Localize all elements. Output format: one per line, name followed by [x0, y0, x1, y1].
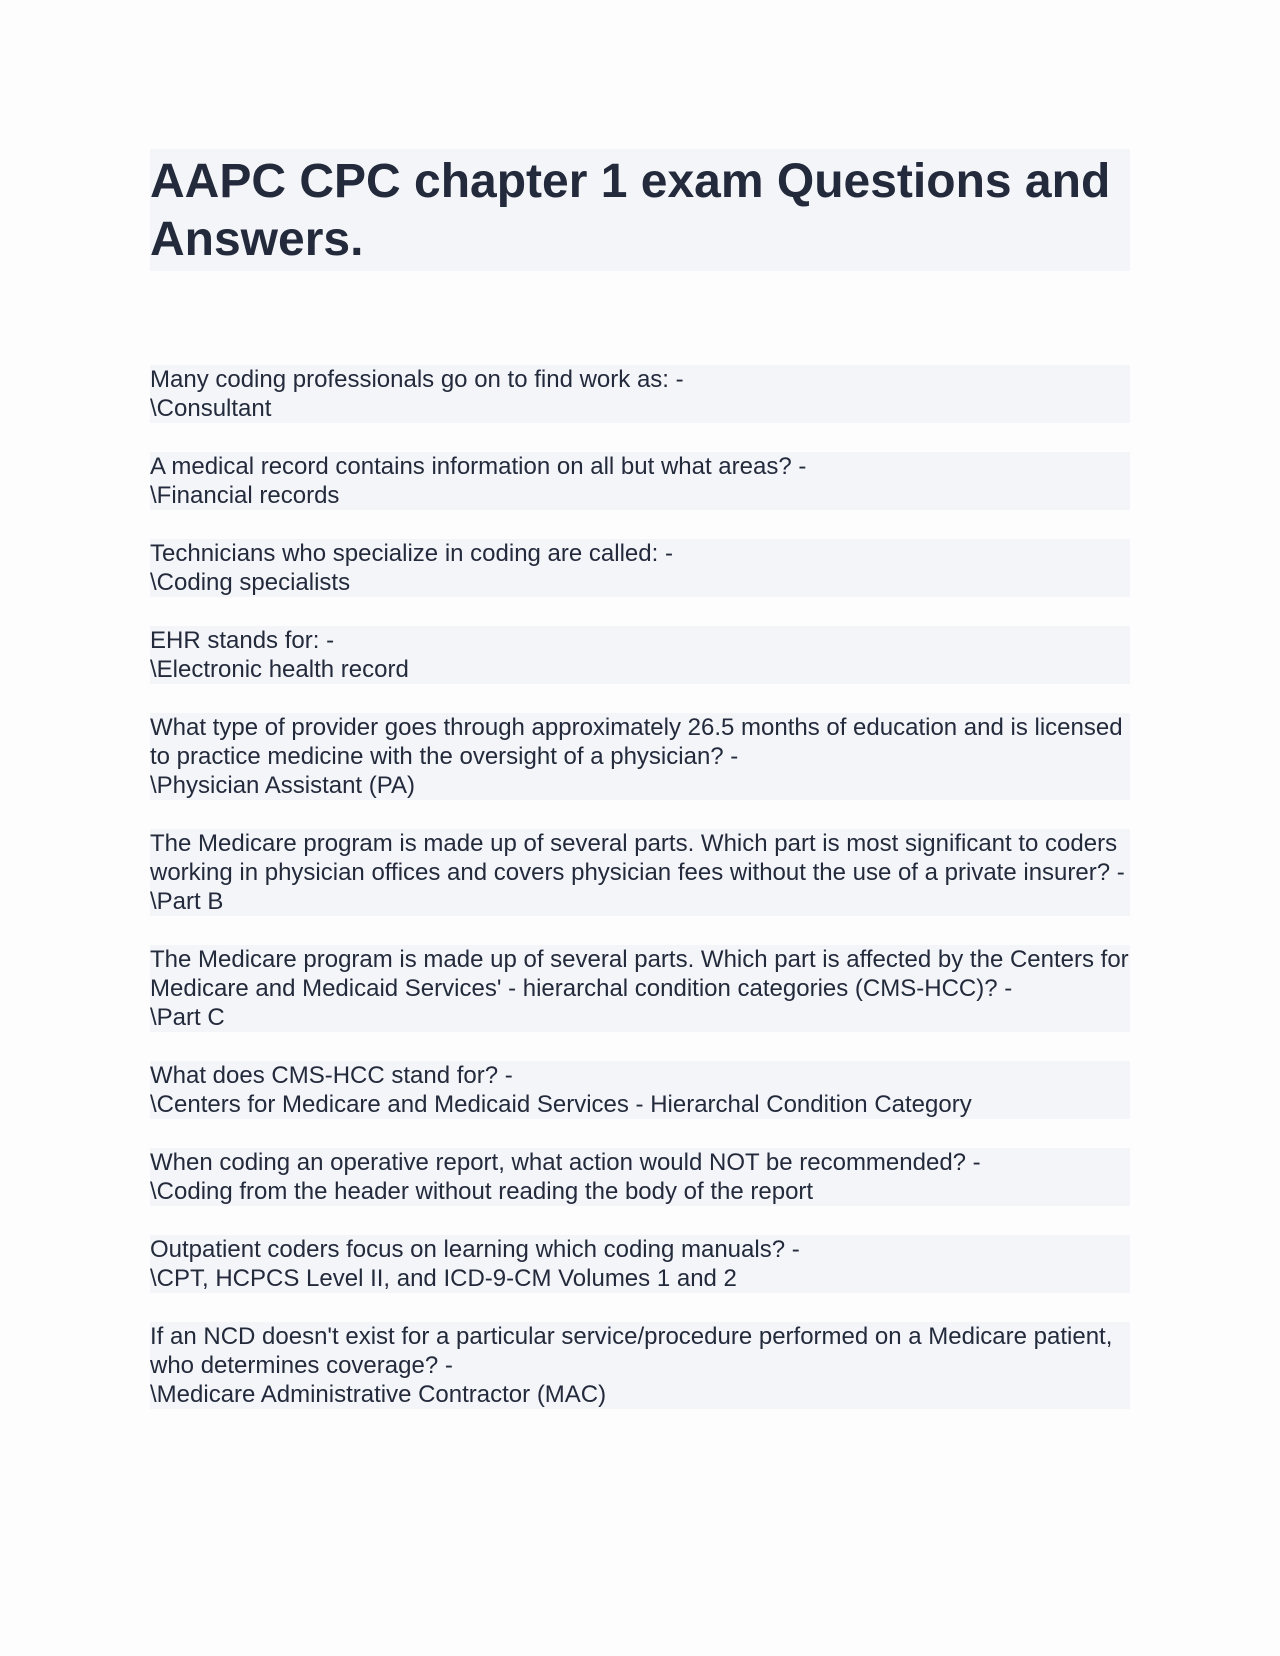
qa-item — [150, 713, 1130, 800]
answer-text: \Consultant — [150, 394, 1130, 423]
qa-item — [150, 539, 1130, 597]
qa-item — [150, 1322, 1130, 1409]
qa-item — [150, 1061, 1130, 1119]
answer-text: \Electronic health record — [150, 655, 1130, 684]
page-title: AAPC CPC chapter 1 exam Questions and Answers. — [150, 155, 1111, 266]
answer-text: \CPT, HCPCS Level II, and ICD-9-CM Volumes 1 and 2 — [150, 1264, 1130, 1293]
answer-text: \Medicare Administrative Contractor (MAC) — [150, 1380, 1130, 1409]
question-text: When coding an operative report, what action would NOT be recommended? - — [150, 1148, 1130, 1177]
question-text: What does CMS-HCC stand for? - — [150, 1061, 1130, 1090]
qa-item — [150, 452, 1130, 510]
question-text: The Medicare program is made up of several parts. Which part is most significant to coders working in physician offices and covers physician fees without the use of a private insurer? - — [150, 829, 1130, 887]
qa-item — [150, 365, 1130, 423]
title-block — [150, 149, 1130, 271]
qa-item — [150, 626, 1130, 684]
qa-item — [150, 829, 1130, 916]
qa-item — [150, 1235, 1130, 1293]
question-text: EHR stands for: - — [150, 626, 1130, 655]
answer-text: \Physician Assistant (PA) — [150, 771, 1130, 800]
qa-list — [150, 365, 1130, 1409]
question-text: Technicians who specialize in coding are called: - — [150, 539, 1130, 568]
answer-text: \Part B — [150, 887, 1130, 916]
question-text: A medical record contains information on all but what areas? - — [150, 452, 1130, 481]
qa-item — [150, 945, 1130, 1032]
question-text: Many coding professionals go on to find work as: - — [150, 365, 1130, 394]
answer-text: \Centers for Medicare and Medicaid Services - Hierarchal Condition Category — [150, 1090, 1130, 1119]
answer-text: \Coding specialists — [150, 568, 1130, 597]
question-text: What type of provider goes through approximately 26.5 months of education and is licensed to practice medicine with the oversight of a physician? - — [150, 713, 1130, 771]
question-text: Outpatient coders focus on learning which coding manuals? - — [150, 1235, 1130, 1264]
qa-item — [150, 1148, 1130, 1206]
document-page — [150, 149, 1130, 1438]
question-text: The Medicare program is made up of several parts. Which part is affected by the Centers for Medicare and Medicaid Services' - hierarchal condition categories (CMS-HCC)? - — [150, 946, 1129, 1002]
answer-text: \Financial records — [150, 481, 1130, 510]
answer-text: \Coding from the header without reading the body of the report — [150, 1177, 1130, 1206]
question-text: If an NCD doesn't exist for a particular service/procedure performed on a Medicare patient, who determines coverage? - — [150, 1322, 1130, 1380]
answer-text: \Part C — [150, 1003, 1130, 1032]
